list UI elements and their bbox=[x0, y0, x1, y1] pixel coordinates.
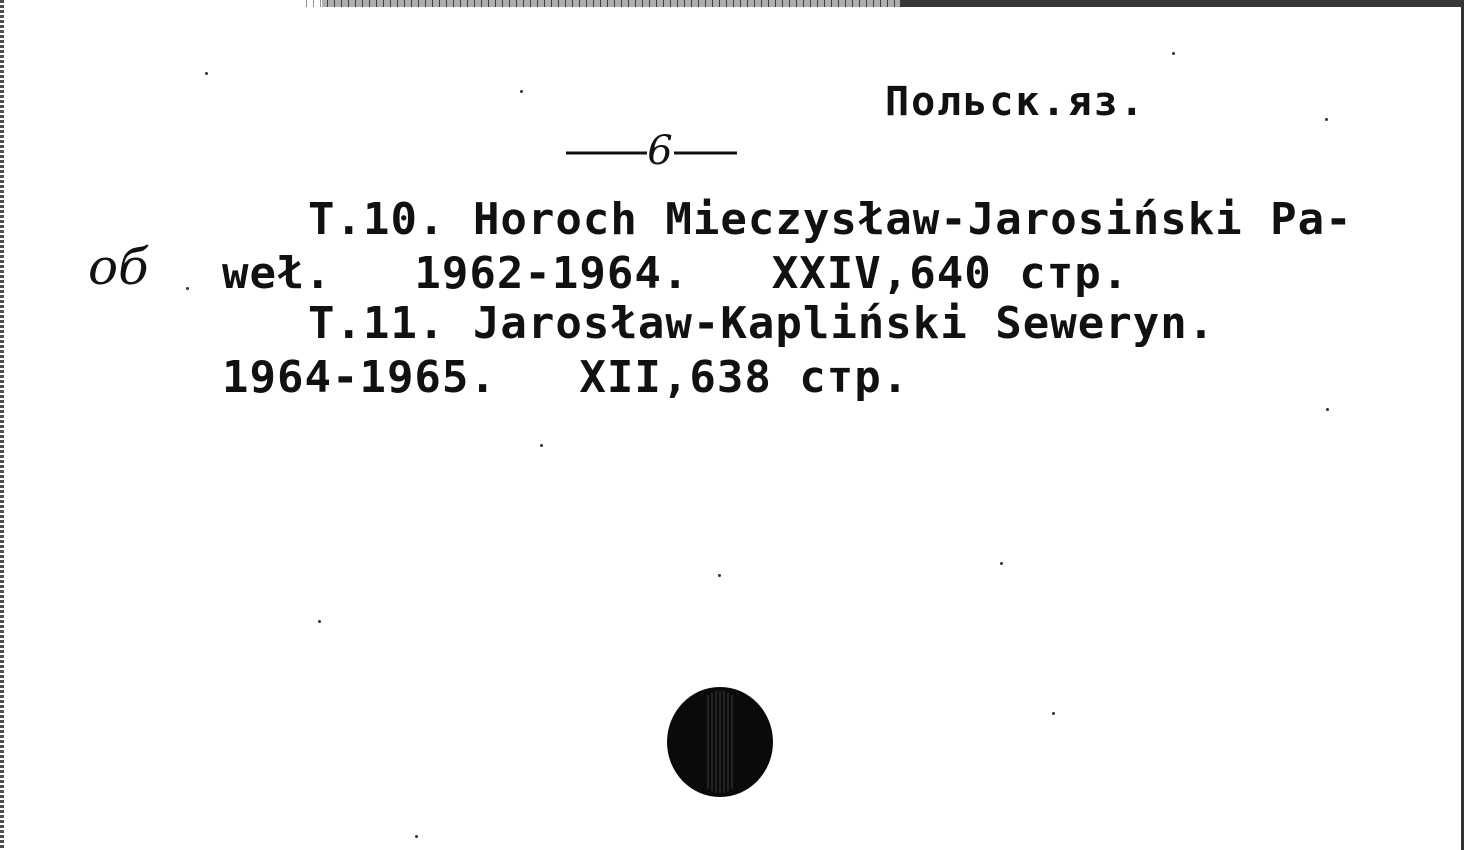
speck bbox=[1325, 118, 1328, 121]
margin-mark-text: об bbox=[88, 238, 149, 296]
subject-heading: Польск.яз. bbox=[885, 79, 1146, 125]
entry-line-2: weł. 1962-1964. XXIV,640 стр. bbox=[222, 248, 1130, 299]
speck bbox=[205, 72, 208, 75]
page-marker-number: 6 bbox=[647, 128, 673, 174]
entry-line-1: T.10. Horoch Mieczysław-Jarosiński Pa- bbox=[308, 194, 1353, 245]
speck bbox=[540, 444, 543, 447]
page-marker bbox=[562, 120, 742, 180]
speck bbox=[415, 835, 418, 838]
punch-hole bbox=[664, 683, 776, 799]
entry-line-4: 1964-1965. XII,638 стр. bbox=[222, 352, 910, 403]
handwritten-margin-mark bbox=[86, 220, 166, 300]
speck bbox=[1052, 712, 1055, 715]
speck bbox=[318, 620, 321, 623]
speck bbox=[186, 287, 189, 290]
speck bbox=[1326, 408, 1329, 411]
speck bbox=[1000, 562, 1003, 565]
speck bbox=[520, 90, 523, 93]
entry-line-3: T.11. Jarosław-Kapliński Seweryn. bbox=[308, 298, 1216, 349]
speck bbox=[718, 574, 721, 577]
scan-edge-top-noise bbox=[300, 0, 900, 7]
speck bbox=[1172, 52, 1175, 55]
scan-edge-left bbox=[0, 0, 4, 850]
